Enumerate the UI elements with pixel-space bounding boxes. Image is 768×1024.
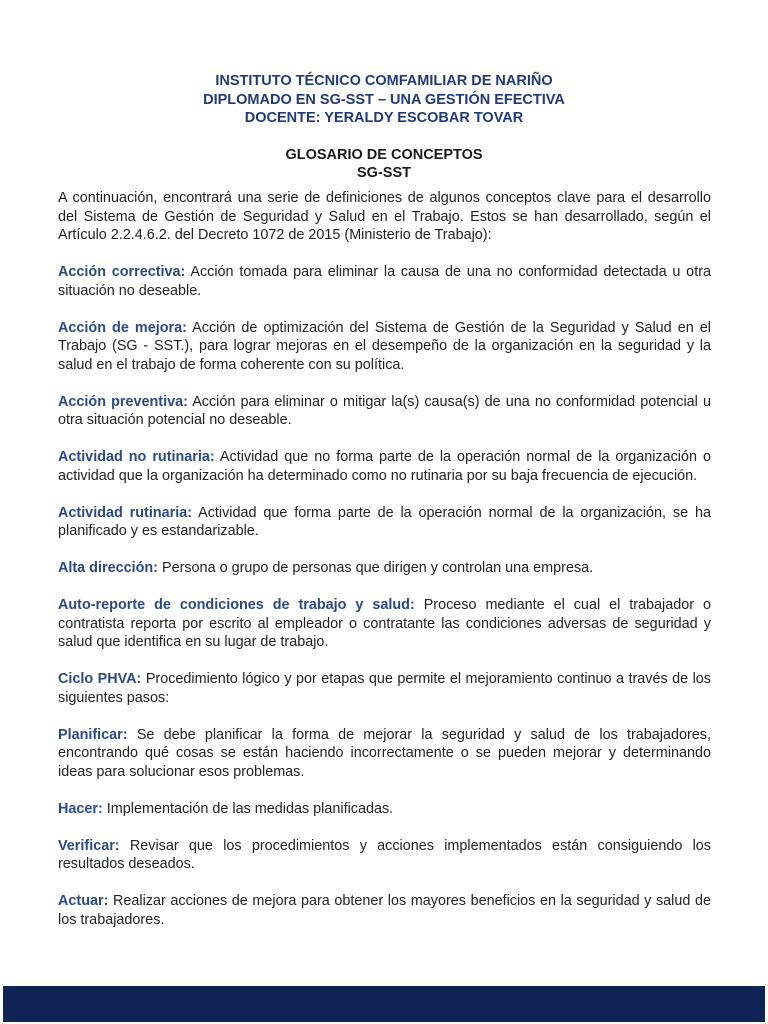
glossary-definition: Implementación de las medidas planificadas.: [106, 800, 394, 817]
glossary-term: Verificar:: [58, 837, 120, 854]
glossary-term: Actividad no rutinaria:: [58, 449, 215, 465]
footer-bar: [3, 986, 765, 1022]
glossary-definition: Acción tomada para eliminar la causa de una no conformidad detectada u otra situación no deseable.: [58, 264, 711, 299]
glossary-term: Ciclo PHVA:: [58, 671, 142, 687]
glossary-term: Planificar:: [58, 726, 128, 743]
intro-paragraph: A continuación, encontrará una serie de definiciones de algunos conceptos clave para el desarrollo del Sistema de Gestión de Seguridad y Salud en el Trabajo. Estos se han desarrollado, según el Artículo 2.2.4.6.2. del Decreto 1072 de 2015 (Ministerio de Trabajo):: [58, 190, 711, 243]
glossary-entry: [58, 800, 711, 819]
glossary-title: [0, 147, 768, 182]
glossary-entry: [58, 670, 711, 707]
glossary-definition: Actividad que forma parte de la operación normal de la organización, se ha planificado y es estandarizable.: [58, 504, 711, 539]
glossary-entry: [58, 892, 711, 929]
glossary-term: Alta dirección:: [58, 560, 158, 576]
glossary-entry: [58, 319, 711, 375]
institution-name: INSTITUTO TÉCNICO COMFAMILIAR DE NARIÑO: [215, 73, 553, 89]
glossary-entry: [58, 596, 711, 652]
glossary-term: Actuar:: [58, 893, 109, 909]
document-body: [58, 189, 711, 948]
glossary-definition: Persona o grupo de personas que dirigen y controlan una empresa.: [161, 560, 594, 576]
glossary-definition: Acción para eliminar o mitigar la(s) causa(s) de una no conformidad potencial u otra situación potencial no deseable.: [58, 393, 711, 428]
glossary-definition: Proceso mediante el cual el trabajador o contratista reporta por escrito al empleador o contratante las condiciones adversas de seguridad y salud que identifica en su lugar de trabajo.: [58, 597, 711, 650]
glossary-definition: Actividad que no forma parte de la operación normal de la organización o actividad que la organización ha determinado como no rutinaria por su baja frecuencia de ejecución.: [58, 449, 711, 484]
glossary-definition: Realizar acciones de mejora para obtener los mayores beneficios en la seguridad y salud de los trabajadores.: [58, 893, 711, 928]
glossary-definition: Se debe planificar la forma de mejorar la seguridad y salud de los trabajadores, encontrando qué cosas se están haciendo incorrectamente o se pueden mejorar y determinando ideas para solucionar esos problemas.: [58, 726, 711, 780]
glossary-subheading: SG-SST: [357, 164, 411, 181]
teacher-name: DOCENTE: YERALDY ESCOBAR TOVAR: [244, 110, 524, 126]
glossary-heading: GLOSARIO DE CONCEPTOS: [285, 147, 483, 163]
glossary-term: Actividad rutinaria:: [58, 504, 193, 521]
glossary-entry: [58, 393, 711, 430]
glossary-term: Hacer:: [58, 800, 103, 817]
glossary-term: Auto-reporte de condiciones de trabajo y salud:: [58, 597, 415, 613]
glossary-entry: [58, 504, 711, 541]
glossary-definition: Acción de optimización del Sistema de Gestión de la Seguridad y Salud en el Trabajo (SG - SST.), para lograr mejoras en el desempeño de la organización en la seguridad y la salud en el trabajo de forma coherente con su política.: [58, 319, 711, 373]
glossary-definition: Revisar que los procedimientos y acciones implementados están consiguiendo los resultados deseados.: [58, 837, 711, 872]
glossary-term: Acción correctiva:: [58, 264, 186, 280]
glossary-term: Acción preventiva:: [58, 393, 188, 410]
glossary-entry: [58, 837, 711, 874]
glossary-definition: Procedimiento lógico y por etapas que permite el mejoramiento continuo a través de los siguientes pasos:: [58, 671, 711, 706]
diploma-title: DIPLOMADO EN SG-SST – UNA GESTIÓN EFECTIVA: [203, 91, 565, 108]
glossary-entry: [58, 263, 711, 300]
document-header: [0, 72, 768, 128]
glossary-entry: [58, 726, 711, 782]
glossary-entry: [58, 448, 711, 485]
glossary-entry: [58, 559, 711, 578]
glossary-term: Acción de mejora:: [58, 319, 187, 336]
